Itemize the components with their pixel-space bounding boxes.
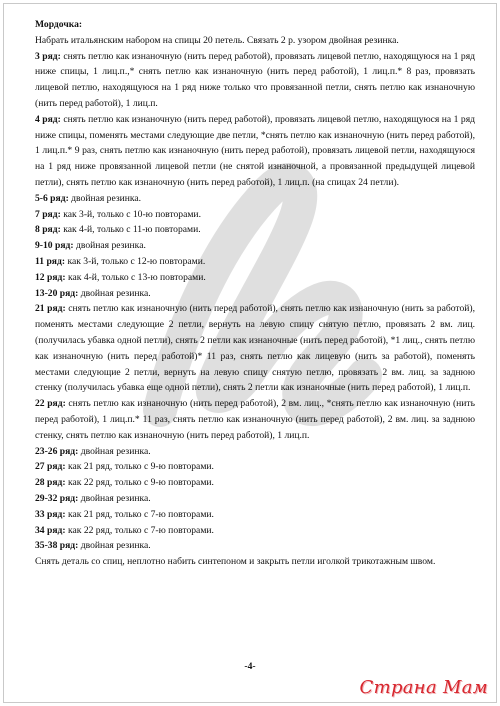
- instruction-line: [35, 507, 475, 523]
- instruction-line: [35, 475, 475, 491]
- row-label: 33 ряд:: [35, 508, 66, 520]
- instruction-line: [35, 538, 475, 554]
- row-text: как 21 ряд, только с 7-ю повторами.: [67, 508, 214, 520]
- row-text: как 4-й, только с 11-ю повторами.: [63, 224, 201, 236]
- row-text: снять петлю как изнаночную (нить перед работой), провязать лицевой петлю, находящуюся на 1 ряд ниже спицы, 1 лиц.п.,* снять петлю как изнаночную (нить перед работой), 1 лиц.п.* 8 раз, провязать лицевой петлю, находящуюся на 1 ряд ниже только что провязанной петли, снять петлю как изнаночную (нить перед работой), 1 лиц.п.: [35, 50, 475, 109]
- row-text: двойная резинка.: [80, 540, 151, 552]
- row-label: 34 ряд:: [35, 524, 66, 536]
- row-label: 27 ряд:: [35, 461, 66, 473]
- row-text: двойная резинка.: [80, 287, 151, 299]
- instruction-line: [35, 523, 475, 539]
- document-body: [35, 17, 475, 570]
- instruction-line: [35, 191, 475, 207]
- row-text: двойная резинка.: [71, 192, 142, 204]
- row-label: 8 ряд:: [35, 224, 61, 236]
- row-label: 29-32 ряд:: [35, 492, 79, 504]
- row-text: как 21 ряд, только с 9-ю повторами.: [67, 461, 214, 473]
- instruction-line: [35, 49, 475, 112]
- instruction-line: [35, 33, 475, 49]
- row-label: 13-20 ряд:: [35, 287, 79, 299]
- row-text: как 22 ряд, только с 9-ю повторами.: [67, 477, 214, 489]
- row-text: двойная резинка.: [80, 445, 151, 457]
- row-text: двойная резинка.: [75, 240, 146, 252]
- instruction-line: [35, 396, 475, 443]
- instruction-line: [35, 554, 475, 570]
- row-text: как 3-й, только с 12-ю повторами.: [67, 255, 206, 267]
- page-number: -4-: [244, 661, 256, 672]
- row-text: двойная резинка.: [80, 492, 151, 504]
- instruction-line: [35, 286, 475, 302]
- row-label: 12 ряд:: [35, 271, 66, 283]
- row-text: снять петлю как изнаночную (нить перед работой), 2 вм. лиц., *снять петлю как изнаночную (нить перед работой), 1 лиц.п.* 11 раз, снять петлю как изнаночную (нить перед работой), 2 вм. лиц. за заднюю стенку, снять петлю как изнаночную (нить перед работой), 1 лиц.п.: [35, 398, 475, 441]
- row-text: снять петлю как изнаночную (нить перед работой), провязать лицевой петлю, находящуюся на 1 ряд ниже спицы, поменять местами следующие две петли, *снять петлю как изнаночную (нить перед работой), 1 лиц.п.* 9 раз, снять петлю как изнаночную (нить перед работой), провязать лицевой петли, находящуюся на 1 ряд ниже провязанной лицевой петли (не снятой изнаночной, а провязанной предыдущей лицевой петли), снять петлю как изнаночную (нить перед работой), 1 лиц.п. (на спицах 24 петли).: [35, 113, 475, 188]
- brand-logo: Страна Мам: [359, 677, 488, 698]
- row-label: 7 ряд:: [35, 208, 61, 220]
- row-text: как 4-й, только с 13-ю повторами.: [67, 271, 206, 283]
- instruction-line: [35, 491, 475, 507]
- row-text: Набрать итальянским набором на спицы 20 петель. Связать 2 р. узором двойная резинка.: [35, 34, 399, 46]
- row-label: 5-6 ряд:: [35, 192, 69, 204]
- instruction-line: [35, 301, 475, 396]
- row-label: 21 ряд:: [35, 303, 66, 315]
- row-label: 22 ряд:: [35, 398, 66, 410]
- row-text: как 22 ряд, только с 7-ю повторами.: [67, 524, 214, 536]
- instruction-line: [35, 238, 475, 254]
- instruction-list: [35, 33, 475, 570]
- row-text: снять петлю как изнаночную (нить перед работой), снять петлю как изнаночную (нить за работой), поменять местами следующие 2 петли, вернуть на левую спицу снятую петлю, провязать 2 вм. лиц. (получилась убавка одной петли), снять 2 петли как изнаночные (нить перед работой), *1 лиц., снять петлю как изнаночную (нить перед работой)* 11 раз, снять петлю как лицевую (нить за работой), поменять местами следующие 2 петли, вернуть на левую спицу снятую петлю, провязать 2 вм. лиц. за заднюю стенку (получилась убавка еще одной петли), снять 2 петли как изнаночные (нить перед работой), 1 лиц.п.: [35, 303, 475, 394]
- instruction-line: [35, 207, 475, 223]
- row-label: 3 ряд:: [35, 50, 61, 62]
- section-title: Мордочка:: [35, 19, 83, 30]
- row-text: как 3-й, только с 10-ю повторами.: [63, 208, 201, 220]
- instruction-line: [35, 254, 475, 270]
- row-label: 35-38 ряд:: [35, 540, 79, 552]
- instruction-line: [35, 222, 475, 238]
- row-label: 4 ряд:: [35, 113, 61, 125]
- instruction-line: [35, 444, 475, 460]
- row-label: 28 ряд:: [35, 477, 66, 489]
- instruction-line: [35, 270, 475, 286]
- instruction-line: [35, 112, 475, 191]
- row-label: 11 ряд:: [35, 255, 66, 267]
- instruction-line: [35, 459, 475, 475]
- row-label: 23-26 ряд:: [35, 445, 79, 457]
- row-text: Снять деталь со спиц, неплотно набить синтепоном и закрыть петли иголкой трикотажным швом.: [35, 556, 436, 568]
- row-label: 9-10 ряд:: [35, 240, 74, 252]
